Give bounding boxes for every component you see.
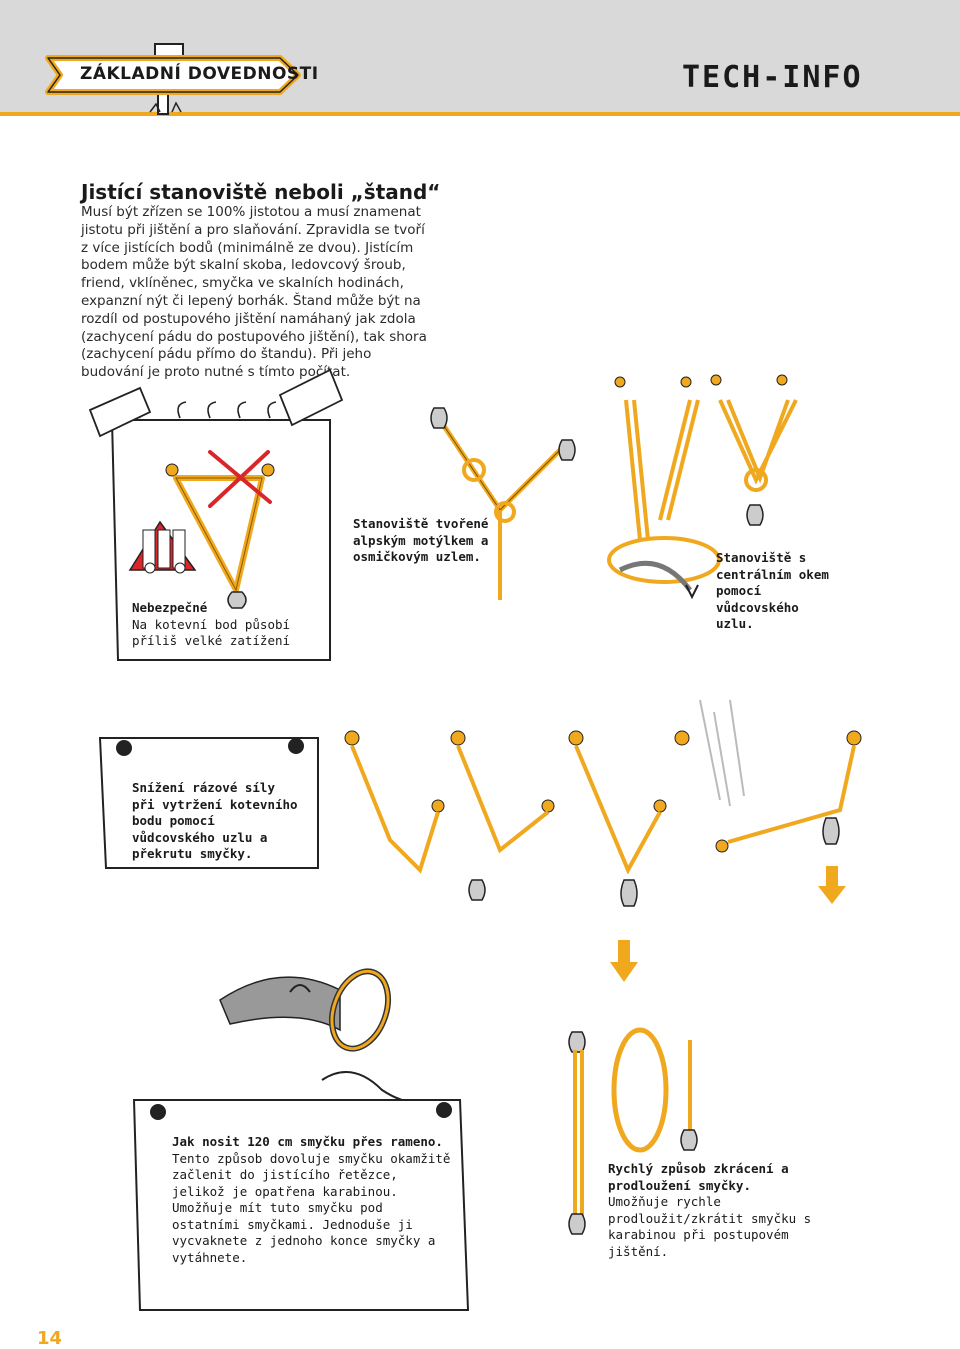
pin-icon [116, 740, 132, 756]
arrow-down-icon [818, 866, 846, 904]
arrow-down-icon [610, 940, 638, 982]
force-reduction-illustration [345, 700, 861, 982]
reduce-caption: Snížení rázové síly při vytržení kotevního bodu pomocí vůdcovského uzlu a překrutu smyčky. [132, 780, 298, 861]
danger-text: Na kotevní bod působí příliš velké zatížení [132, 616, 291, 648]
carry-text: Tento způsob dovoluje smyčku okamžitě začlenit do jistícího řetězce, jelikož je opatřena karabinou. Umožňuje mít tuto smyčku pod ostatními smyčkami. Jednoduše ji vycvaknete z jednoho konce smyčky a vytáhnete. [172, 1150, 451, 1265]
article-intro: Musí být zřízen se 100% jistotou a musí znamenat jistotu při jištění a pro slaňování. Zpravidla se tvoří z více jistících bodů (minimálně ze dvou). Jistícím bodem může být skalní skoba, ledovcový šroub, friend, vklíněnec, smyčka ve skalních hodinách, expanzní nýt či lepený borhák. Štand může být na rozdíl od postupového jištění namáhaný jak zdola (zachycení pádu do postupového jištění), tak shora (zachycení pádu přímo do štandu). Při jeho budování je proto nutné s tímto počítat. [81, 204, 427, 381]
pin-icon [436, 1102, 452, 1118]
danger-title: Nebezpečné [132, 600, 208, 615]
quick-caption [608, 1161, 828, 1260]
brand-logo: TECH-INFO [682, 60, 863, 95]
page-number: 14 [37, 1328, 63, 1349]
carry-sling-illustration [220, 964, 442, 1104]
butterfly-station-illustration [431, 408, 575, 600]
butterfly-caption: Stanoviště tvořené alpským motýlkem a osmičkovým uzlem. [353, 516, 489, 564]
danger-caption [132, 600, 312, 650]
carry-caption [172, 1134, 452, 1266]
carry-title: Jak nosit 120 cm smyčku přes rameno. [172, 1134, 443, 1149]
quick-title: Rychlý způsob zkrácení a prodloužení smyčky. [608, 1161, 789, 1193]
pin-icon [150, 1104, 166, 1120]
quick-text: Umožňuje rychle prodloužit/zkrátit smyčku s karabinou při postupovém jištění. [608, 1194, 812, 1259]
pin-icon [288, 738, 304, 754]
section-label: ZÁKLADNÍ DOVEDNOSTI [80, 64, 319, 84]
salamander-icon [322, 1072, 442, 1103]
central-eye-caption: Stanoviště s centrálním okem pomocí vůdcovského uzlu. [716, 550, 829, 631]
article-title: Jistící stanoviště neboli „štand“ [81, 180, 441, 204]
